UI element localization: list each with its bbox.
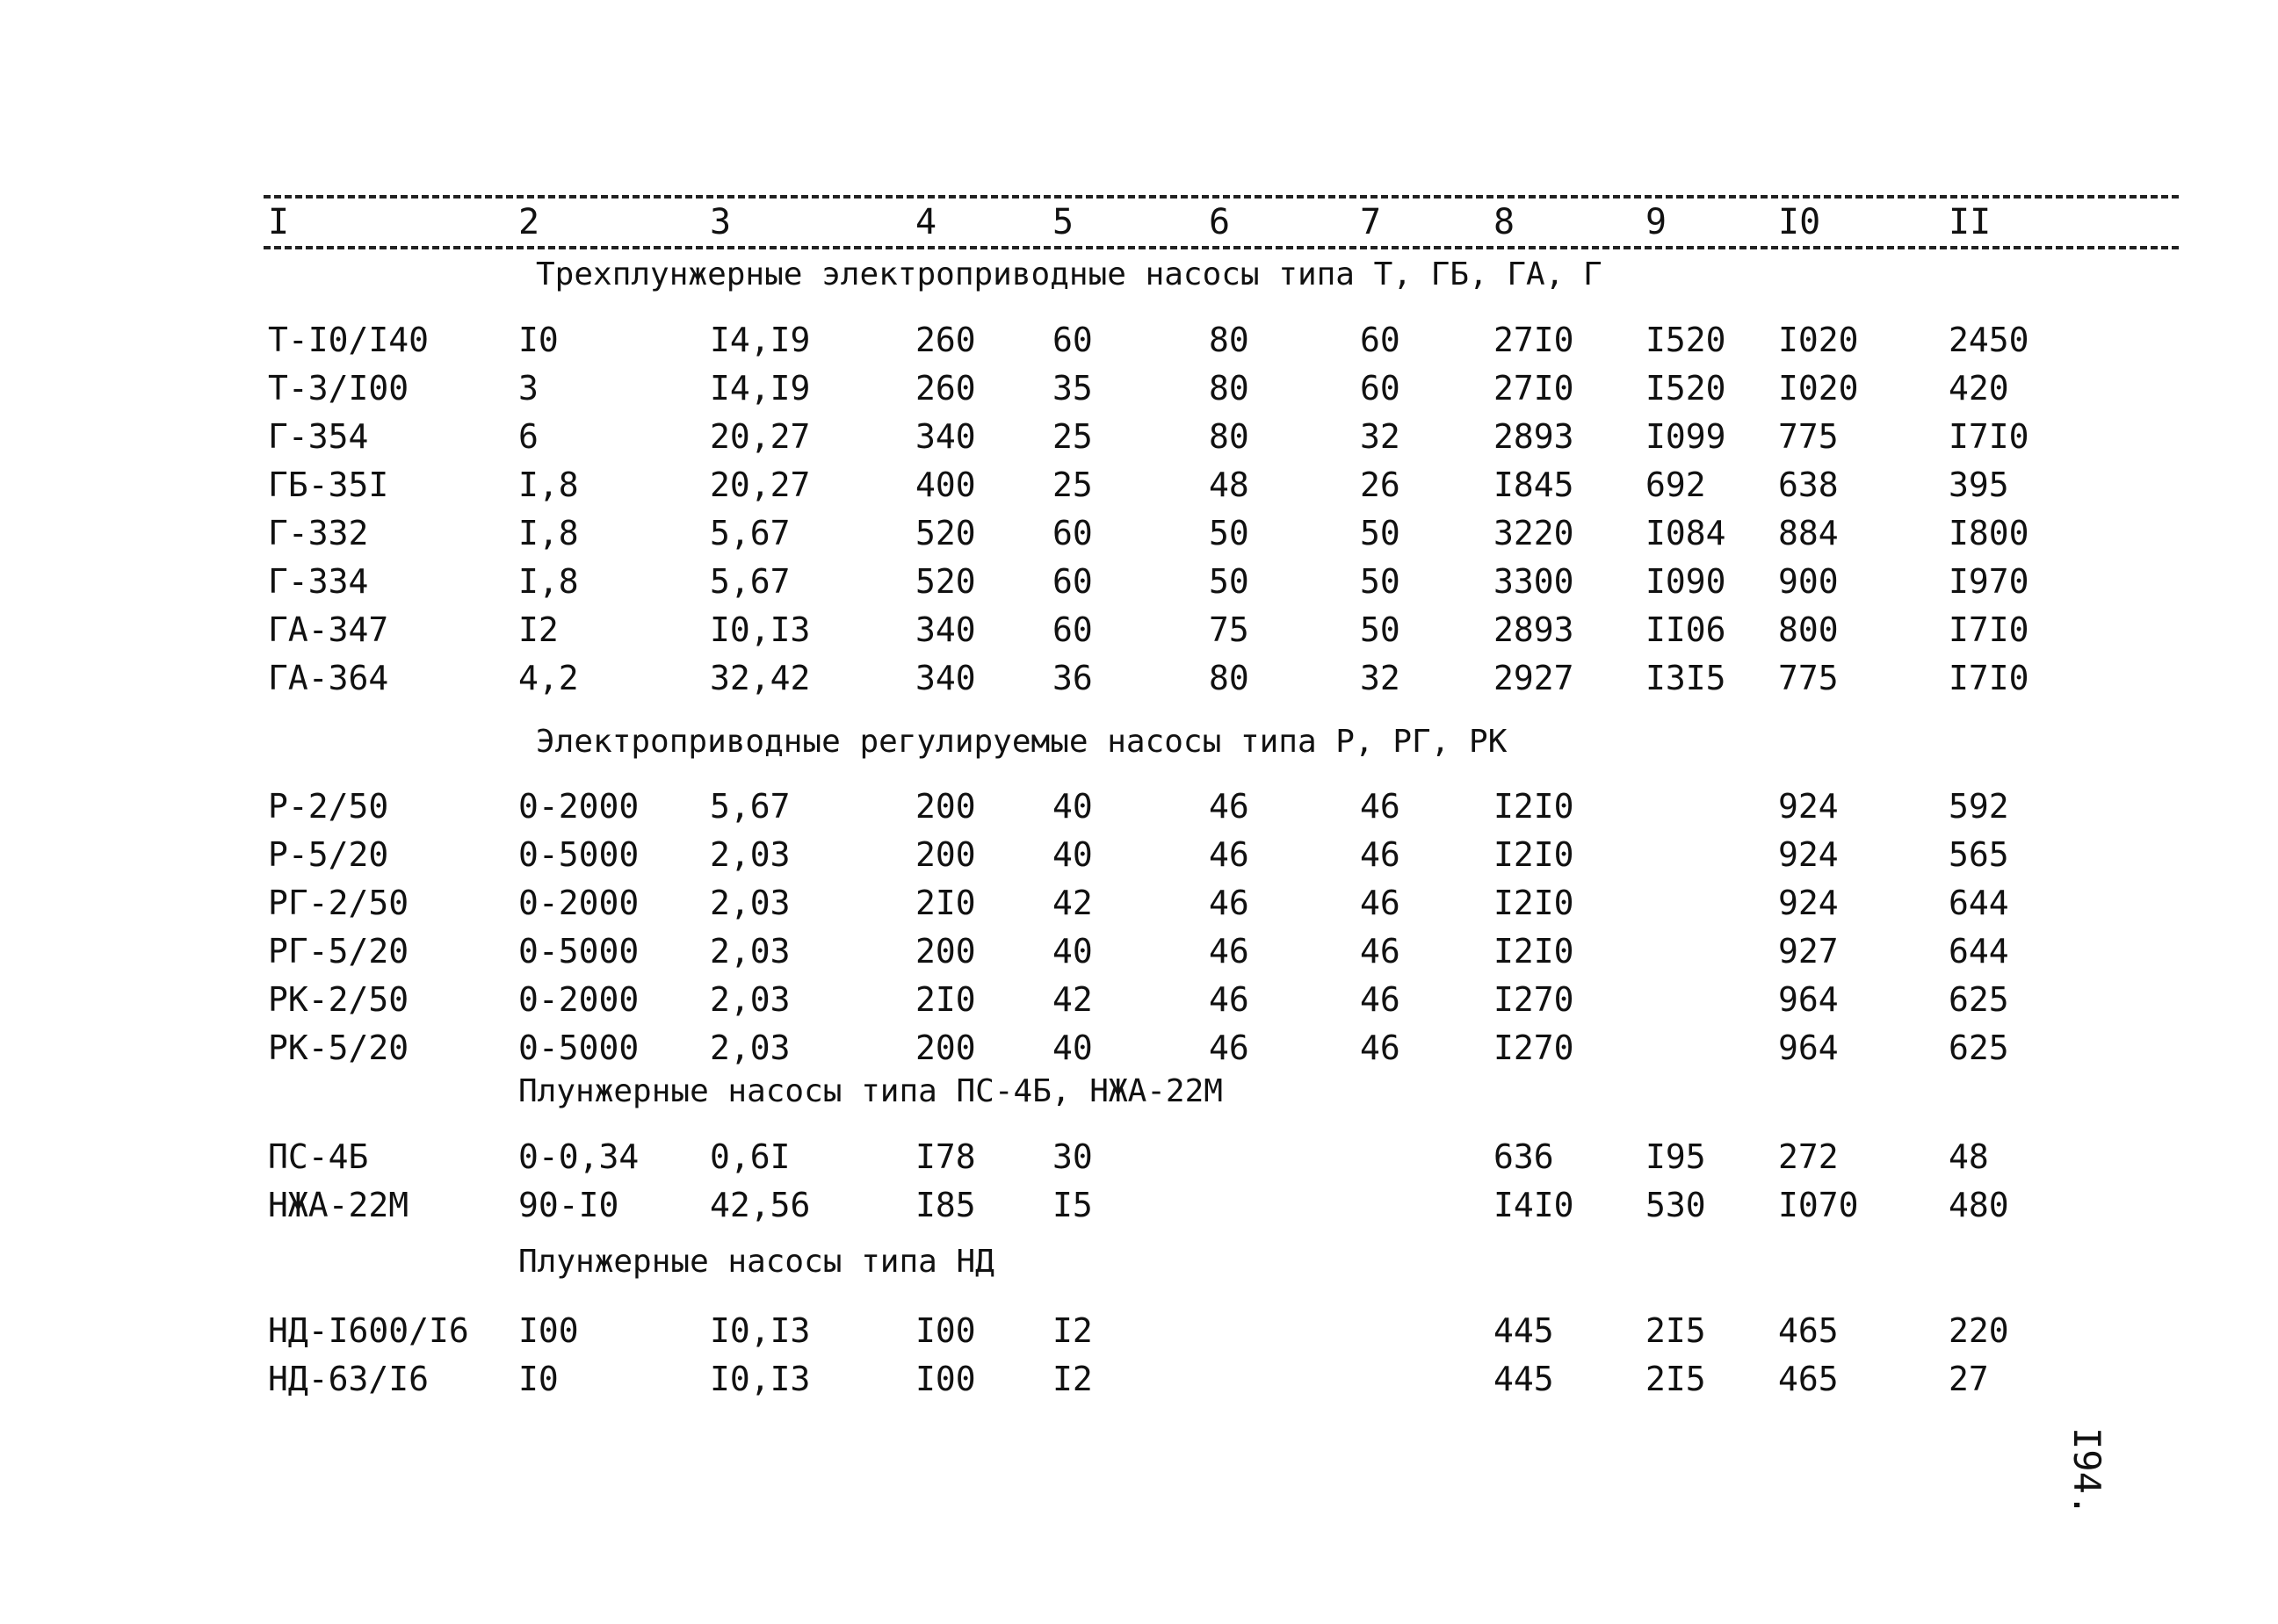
table-cell: I0,I3 (710, 610, 811, 649)
pump-model-cell: Р-5/20 (268, 835, 389, 874)
pump-model-cell: Г-332 (268, 514, 369, 552)
table-cell: 220 (1949, 1311, 2009, 1350)
table-cell: 46 (1360, 980, 1400, 1019)
table-cell: 924 (1778, 884, 1839, 922)
table-cell: 90-I0 (518, 1186, 619, 1224)
table-cell: I270 (1493, 980, 1574, 1019)
table-cell: 42 (1052, 884, 1093, 922)
pump-model-cell: Г-334 (268, 562, 369, 601)
table-cell: I5 (1052, 1186, 1093, 1224)
table-cell: I,8 (518, 514, 579, 552)
table-row (0, 511, 2278, 555)
table-cell: 2893 (1493, 610, 1574, 649)
table-cell: 200 (915, 787, 976, 826)
table-cell: I00 (915, 1360, 976, 1398)
table-row (0, 881, 2278, 925)
table-cell: 30 (1052, 1137, 1093, 1176)
table-cell: I0,I3 (710, 1360, 811, 1398)
table-cell: 2893 (1493, 417, 1574, 456)
table-cell: 0-0,34 (518, 1137, 640, 1176)
table-cell: 924 (1778, 787, 1839, 826)
pump-model-cell: РГ-5/20 (268, 932, 409, 971)
section-title: Электроприводные регулируемые насосы типа Р, РГ, РК (536, 724, 1508, 760)
column-header: II (1949, 202, 1992, 242)
table-cell: 6 (518, 417, 539, 456)
column-header: 8 (1493, 202, 1515, 242)
table-cell: 60 (1360, 321, 1400, 359)
table-cell: I85 (915, 1186, 976, 1224)
table-cell: II06 (1645, 610, 1726, 649)
table-row (0, 415, 2278, 458)
pump-model-cell: Т-I0/I40 (268, 321, 430, 359)
table-cell: 900 (1778, 562, 1839, 601)
table-cell: 520 (915, 514, 976, 552)
table-cell: 46 (1209, 787, 1249, 826)
table-row (0, 1357, 2278, 1401)
column-header: 5 (1052, 202, 1074, 242)
table-row (0, 366, 2278, 410)
pump-model-cell: Т-3/I00 (268, 369, 409, 408)
pump-model-cell: РГ-2/50 (268, 884, 409, 922)
table-cell: 3220 (1493, 514, 1574, 552)
table-cell: 50 (1360, 610, 1400, 649)
column-header: 4 (915, 202, 937, 242)
table-cell: I00 (518, 1311, 579, 1350)
table-cell: 565 (1949, 835, 2009, 874)
table-row (0, 1026, 2278, 1070)
table-cell: 60 (1360, 369, 1400, 408)
table-cell: 800 (1778, 610, 1839, 649)
table-cell: 80 (1209, 321, 1249, 359)
table-cell: 27 (1949, 1360, 1989, 1398)
table-cell: 775 (1778, 417, 1839, 456)
table-row (0, 1183, 2278, 1227)
section-title: Трехплунжерные электроприводные насосы типа Т, ГБ, ГА, Г (536, 256, 1602, 292)
table-cell: 272 (1778, 1137, 1839, 1176)
table-cell: I520 (1645, 321, 1726, 359)
table-cell: I7I0 (1949, 659, 2029, 697)
table-cell: 200 (915, 932, 976, 971)
table-cell: 2,03 (710, 835, 791, 874)
table-cell: 27I0 (1493, 369, 1574, 408)
table-row (0, 978, 2278, 1021)
table-row (0, 656, 2278, 700)
table-cell: I4,I9 (710, 321, 811, 359)
table-cell: 0,6I (710, 1137, 791, 1176)
table-cell: I090 (1645, 562, 1726, 601)
table-cell: 60 (1052, 610, 1093, 649)
table-cell: 26 (1360, 466, 1400, 504)
table-cell: 25 (1052, 417, 1093, 456)
table-cell: 2I0 (915, 980, 976, 1019)
table-cell: 520 (915, 562, 976, 601)
table-cell: 964 (1778, 980, 1839, 1019)
table-cell: 2I5 (1645, 1311, 1706, 1350)
table-cell: 340 (915, 659, 976, 697)
table-cell: 2927 (1493, 659, 1574, 697)
table-cell: 884 (1778, 514, 1839, 552)
table-cell: 625 (1949, 980, 2009, 1019)
table-cell: 530 (1645, 1186, 1706, 1224)
table-cell: 35 (1052, 369, 1093, 408)
table-cell: 50 (1360, 514, 1400, 552)
table-cell: I,8 (518, 562, 579, 601)
table-cell: 5,67 (710, 514, 791, 552)
table-cell: 46 (1360, 1029, 1400, 1067)
table-cell: 400 (915, 466, 976, 504)
table-cell: 2,03 (710, 932, 791, 971)
table-cell: 636 (1493, 1137, 1554, 1176)
table-cell: 0-2000 (518, 884, 640, 922)
column-header: 2 (518, 202, 540, 242)
table-cell: I2 (1052, 1360, 1093, 1398)
table-cell: 42 (1052, 980, 1093, 1019)
table-cell: 2,03 (710, 980, 791, 1019)
pump-model-cell: ГБ-35I (268, 466, 389, 504)
table-cell: I3I5 (1645, 659, 1726, 697)
table-cell: I00 (915, 1311, 976, 1350)
table-cell: 80 (1209, 659, 1249, 697)
table-cell: 48 (1949, 1137, 1989, 1176)
table-cell: I2 (518, 610, 559, 649)
table-cell: 46 (1209, 1029, 1249, 1067)
table-cell: 40 (1052, 932, 1093, 971)
table-cell: 200 (915, 1029, 976, 1067)
table-cell: 48 (1209, 466, 1249, 504)
table-cell: 260 (915, 369, 976, 408)
table-cell: 445 (1493, 1360, 1554, 1398)
table-cell: I970 (1949, 562, 2029, 601)
column-header: I (268, 202, 290, 242)
table-cell: 692 (1645, 466, 1706, 504)
table-cell: 445 (1493, 1311, 1554, 1350)
table-row (0, 463, 2278, 507)
table-cell: 32 (1360, 417, 1400, 456)
table-cell: 46 (1209, 835, 1249, 874)
table-cell: I4,I9 (710, 369, 811, 408)
section-title: Плунжерные насосы типа НД (518, 1244, 994, 1280)
table-cell: 32 (1360, 659, 1400, 697)
pump-model-cell: РК-2/50 (268, 980, 409, 1019)
table-cell: 46 (1360, 835, 1400, 874)
table-cell: I084 (1645, 514, 1726, 552)
table-cell: I95 (1645, 1137, 1706, 1176)
page-number: I94. (2065, 1427, 2108, 1517)
table-row (0, 608, 2278, 652)
table-cell: 25 (1052, 466, 1093, 504)
table-cell: 20,27 (710, 417, 811, 456)
table-cell: 40 (1052, 1029, 1093, 1067)
table-cell: I2 (1052, 1311, 1093, 1350)
table-cell: I2I0 (1493, 835, 1574, 874)
table-cell: I020 (1778, 321, 1859, 359)
table-row (0, 1309, 2278, 1353)
table-cell: I2I0 (1493, 787, 1574, 826)
column-header: 6 (1209, 202, 1231, 242)
table-cell: I520 (1645, 369, 1726, 408)
table-cell: I78 (915, 1137, 976, 1176)
table-cell: I0,I3 (710, 1311, 811, 1350)
table-cell: 20,27 (710, 466, 811, 504)
table-cell: 46 (1360, 787, 1400, 826)
column-header: 3 (710, 202, 732, 242)
table-cell: 0-2000 (518, 980, 640, 1019)
pump-model-cell: ГА-364 (268, 659, 389, 697)
table-row (0, 784, 2278, 828)
table-cell: 36 (1052, 659, 1093, 697)
table-cell: 924 (1778, 835, 1839, 874)
table-cell: 0-5000 (518, 932, 640, 971)
table-cell: 260 (915, 321, 976, 359)
pump-model-cell: РК-5/20 (268, 1029, 409, 1067)
table-cell: 420 (1949, 369, 2009, 408)
table-cell: 40 (1052, 835, 1093, 874)
table-cell: 775 (1778, 659, 1839, 697)
table-cell: I,8 (518, 466, 579, 504)
table-cell: 0-5000 (518, 835, 640, 874)
column-header: 9 (1645, 202, 1667, 242)
table-cell: 80 (1209, 369, 1249, 408)
header-top-rule (264, 195, 2179, 198)
table-cell: 46 (1360, 932, 1400, 971)
table-row (0, 1135, 2278, 1179)
table-cell: 42,56 (710, 1186, 811, 1224)
pump-model-cell: НЖА-22М (268, 1186, 409, 1224)
table-cell: 638 (1778, 466, 1839, 504)
table-cell: 340 (915, 610, 976, 649)
table-cell: 0-5000 (518, 1029, 640, 1067)
table-cell: 964 (1778, 1029, 1839, 1067)
table-cell: I0 (518, 321, 559, 359)
table-cell: 46 (1360, 884, 1400, 922)
table-row (0, 559, 2278, 603)
table-cell: 60 (1052, 321, 1093, 359)
table-cell: 5,67 (710, 787, 791, 826)
table-cell: 644 (1949, 932, 2009, 971)
table-cell: 3 (518, 369, 539, 408)
table-cell: 80 (1209, 417, 1249, 456)
table-cell: I099 (1645, 417, 1726, 456)
table-cell: 2I5 (1645, 1360, 1706, 1398)
table-cell: 2450 (1949, 321, 2029, 359)
table-cell: 60 (1052, 562, 1093, 601)
table-cell: 340 (915, 417, 976, 456)
table-cell: 480 (1949, 1186, 2009, 1224)
table-cell: 3300 (1493, 562, 1574, 601)
table-cell: 27I0 (1493, 321, 1574, 359)
section-title: Плунжерные насосы типа ПС-4Б, НЖА-22М (518, 1073, 1223, 1109)
table-cell: I020 (1778, 369, 1859, 408)
table-cell: I2I0 (1493, 884, 1574, 922)
table-cell: 465 (1778, 1311, 1839, 1350)
table-row (0, 318, 2278, 362)
table-cell: 644 (1949, 884, 2009, 922)
table-cell: 395 (1949, 466, 2009, 504)
table-cell: 5,67 (710, 562, 791, 601)
table-cell: 625 (1949, 1029, 2009, 1067)
pump-model-cell: Г-354 (268, 417, 369, 456)
table-cell: 32,42 (710, 659, 811, 697)
table-cell: 4,2 (518, 659, 579, 697)
table-cell: 927 (1778, 932, 1839, 971)
pump-model-cell: НД-I600/I6 (268, 1311, 469, 1350)
pump-model-cell: ПС-4Б (268, 1137, 369, 1176)
table-cell: I7I0 (1949, 610, 2029, 649)
table-cell: 75 (1209, 610, 1249, 649)
table-cell: 40 (1052, 787, 1093, 826)
column-header: 7 (1360, 202, 1382, 242)
table-cell: 592 (1949, 787, 2009, 826)
table-cell: I270 (1493, 1029, 1574, 1067)
table-row (0, 929, 2278, 973)
table-cell: 465 (1778, 1360, 1839, 1398)
table-cell: 46 (1209, 932, 1249, 971)
table-cell: I070 (1778, 1186, 1859, 1224)
table-cell: I4I0 (1493, 1186, 1574, 1224)
table-cell: 0-2000 (518, 787, 640, 826)
table-cell: I845 (1493, 466, 1574, 504)
table-row (0, 833, 2278, 877)
table-cell: 50 (1209, 514, 1249, 552)
table-cell: 46 (1209, 884, 1249, 922)
table-cell: 2I0 (915, 884, 976, 922)
column-header: I0 (1778, 202, 1821, 242)
table-cell: I7I0 (1949, 417, 2029, 456)
table-cell: 2,03 (710, 1029, 791, 1067)
table-cell: 50 (1360, 562, 1400, 601)
table-cell: 2,03 (710, 884, 791, 922)
table-cell: I2I0 (1493, 932, 1574, 971)
table-cell: 50 (1209, 562, 1249, 601)
header-bottom-rule (264, 246, 2179, 249)
table-cell: I0 (518, 1360, 559, 1398)
pump-model-cell: НД-63/I6 (268, 1360, 430, 1398)
column-header-row (0, 200, 2278, 244)
table-cell: 200 (915, 835, 976, 874)
table-cell: 60 (1052, 514, 1093, 552)
table-cell: I800 (1949, 514, 2029, 552)
pump-model-cell: ГА-347 (268, 610, 389, 649)
pump-model-cell: Р-2/50 (268, 787, 389, 826)
table-cell: 46 (1209, 980, 1249, 1019)
